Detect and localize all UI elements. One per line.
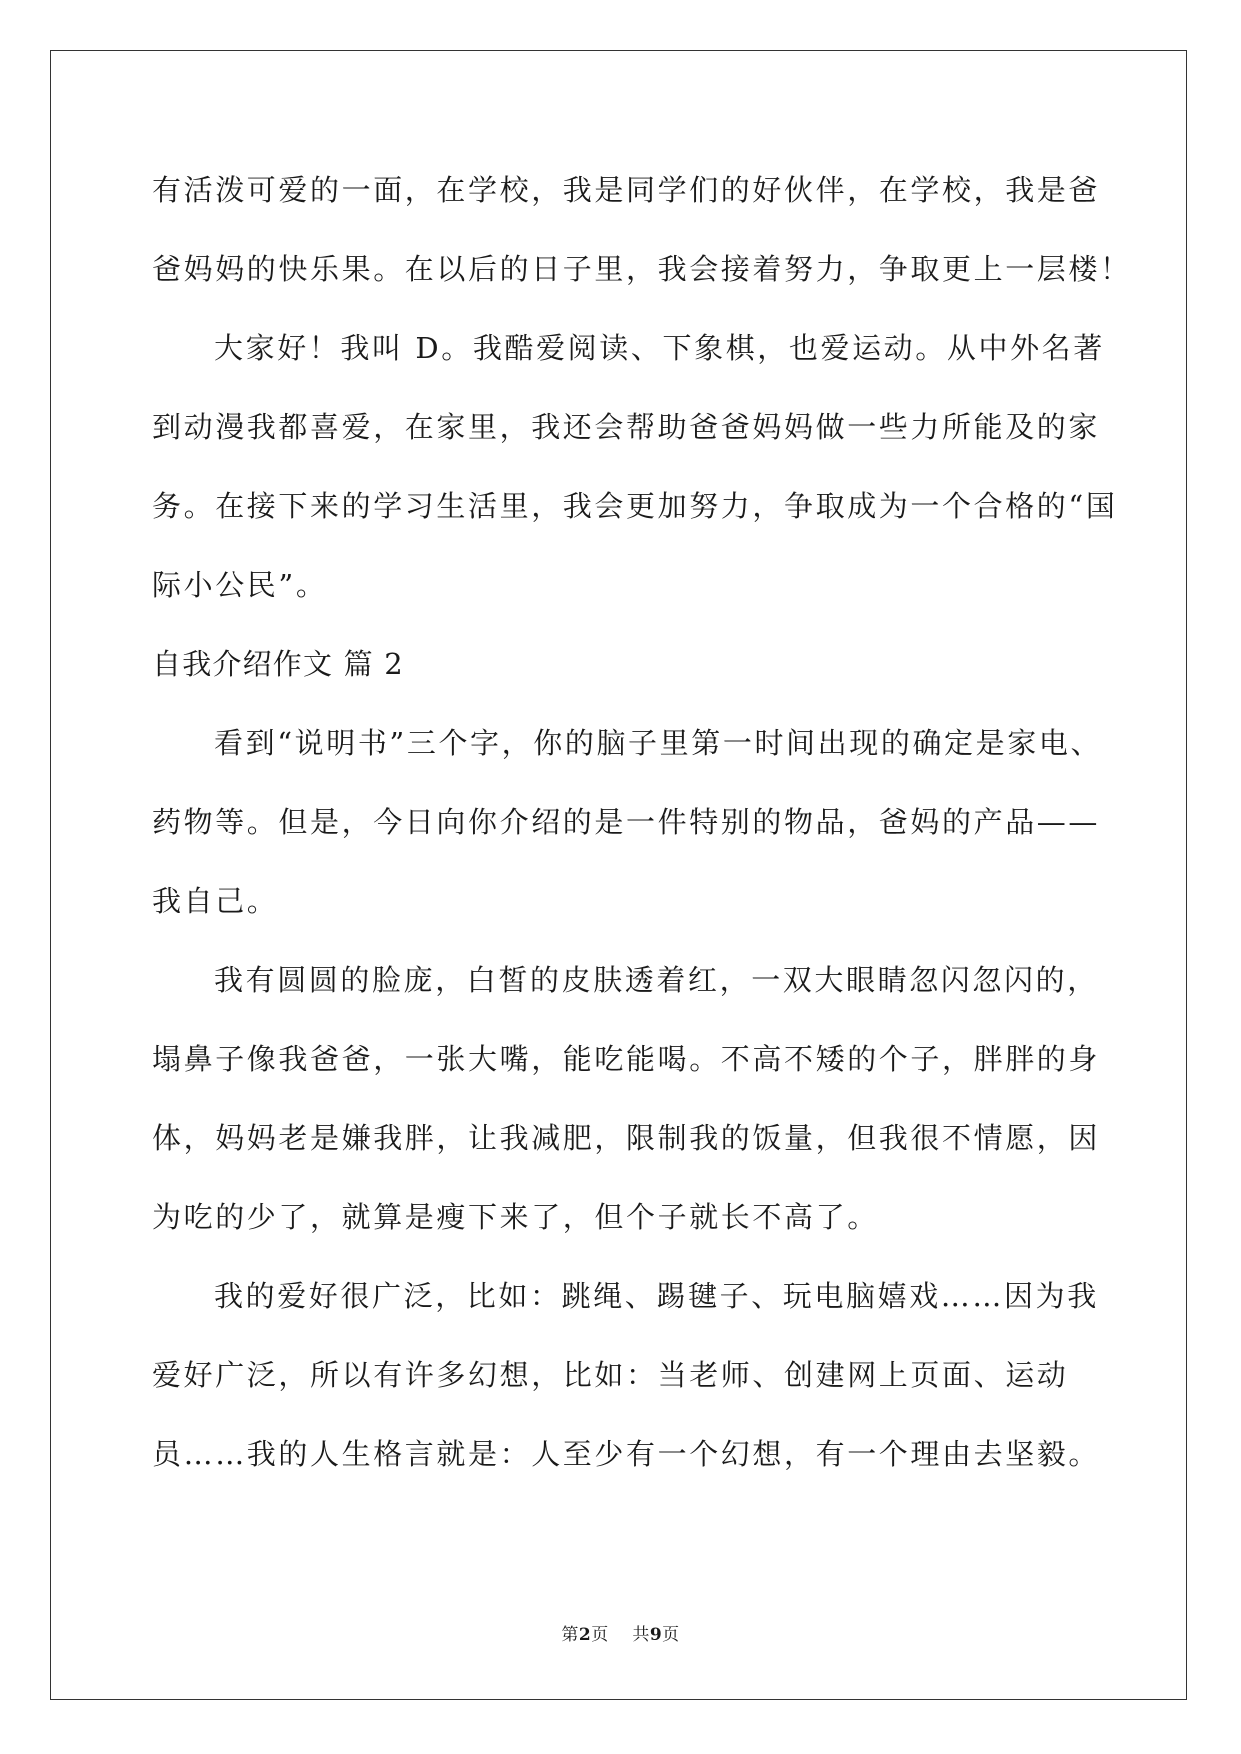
section-heading: 自我介绍作文 篇 2 xyxy=(152,647,404,681)
body-line: 到动漫我都喜爱，在家里，我还会帮助爸爸妈妈做一些力所能及的家 xyxy=(152,410,1101,444)
paragraph-first-line: 看到“说明书”三个字，你的脑子里第一时间出现的确定是家电、 xyxy=(214,726,1103,760)
paragraph-first-line: 大家好！我叫 D。我酷爱阅读、下象棋，也爱运动。从中外名著 xyxy=(214,331,1105,365)
body-line: 爸妈妈的快乐果。在以后的日子里，我会接着努力，争取更上一层楼！ xyxy=(152,252,1132,286)
body-line: 有活泼可爱的一面，在学校，我是同学们的好伙伴，在学校，我是爸 xyxy=(152,173,1101,207)
footer-page-suffix: 页 xyxy=(591,1625,609,1645)
body-line: 药物等。但是，今日向你介绍的是一件特别的物品，爸妈的产品—— xyxy=(152,805,1101,839)
body-line: 务。在接下来的学习生活里，我会更加努力，争取成为一个合格的“国 xyxy=(152,489,1118,523)
footer-total-pages: 9 xyxy=(649,1625,663,1645)
body-line: 爱好广泛，所以有许多幻想，比如：当老师、创建网上页面、运动 xyxy=(152,1358,1069,1392)
body-line: 际小公民”。 xyxy=(152,568,328,602)
body-line: 塌鼻子像我爸爸，一张大嘴，能吃能喝。不高不矮的个子，胖胖的身 xyxy=(152,1042,1101,1076)
footer-page-number: 2 xyxy=(578,1625,592,1645)
body-line: 为吃的少了，就算是瘦下来了，但个子就长不高了。 xyxy=(152,1200,879,1234)
page-footer xyxy=(0,1620,1241,1645)
paragraph-first-line: 我的爱好很广泛，比如：跳绳、踢毽子、玩电脑嬉戏……因为我 xyxy=(214,1279,1099,1313)
body-line: 我自己。 xyxy=(152,884,279,918)
footer-total-prefix: 共 xyxy=(632,1625,650,1645)
footer-total-suffix: 页 xyxy=(662,1625,680,1645)
body-line: 员……我的人生格言就是：人至少有一个幻想，有一个理由去坚毅。 xyxy=(152,1437,1101,1471)
body-line: 体，妈妈老是嫌我胖，让我减肥，限制我的饭量，但我很不情愿，因 xyxy=(152,1121,1101,1155)
footer-page-prefix: 第 xyxy=(561,1625,579,1645)
paragraph-first-line: 我有圆圆的脸庞，白皙的皮肤透着红，一双大眼睛忽闪忽闪的， xyxy=(214,963,1099,997)
